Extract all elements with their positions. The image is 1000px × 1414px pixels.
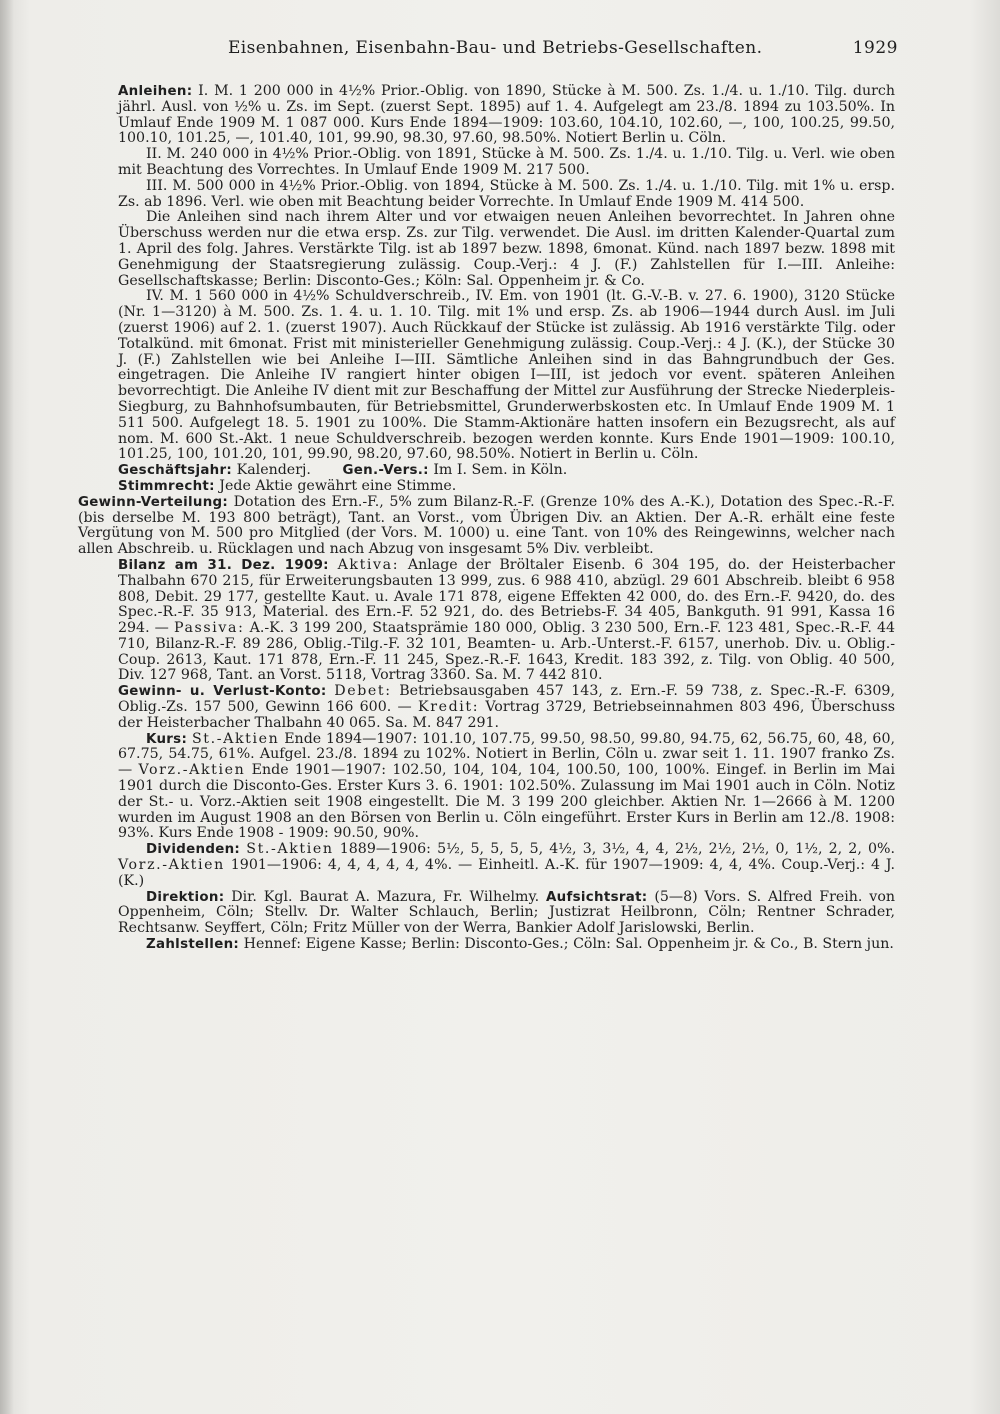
zahlstellen-label: Zahlstellen: [146, 937, 240, 953]
div-vorz-text: 1901—1906: 4, 4, 4, 4, 4, 4%. — Einheitl. A.-K. für 1907—1909: 4, 4, 4%. Coup.-Verj.: 4 J. (K.) [118, 857, 895, 889]
zahlstellen-paragraph [118, 937, 895, 953]
anleihe-iv-paragraph: IV. M. 1 560 000 in 4½% Schuldverschreib., IV. Em. von 1901 (lt. G.-V.-B. v. 27. 6. 1900), 3120 Stücke (Nr. 1—3120) à M. 500. Zs. 1. 4. u. 1. 10. Tilg. mit 1% und ersp. Zs. ab 1906—1944 durch Ausl. im Juli (zuerst 1906) auf 2. 1. (zuerst 1907). Auch Rückkauf der Stücke ist zulässig. Ab 1916 verstärkte Tilg. oder Totalkünd. mit 6monat. Frist mit ministerieller Genehmigung zulässig. Coup.-Verj.: 4 J. (K.), der Stücke 30 J. (F.) Zahlstellen wie bei Anleihe I—III. Sämtliche Anleihen sind in das Bahngrundbuch der Ges. eingetragen. Die Anleihe IV rangiert hinter obigen I—III, ist jedoch vor event. späteren Anleihen bevorrechtigt. Die Anleihe IV dient mit zur Beschaffung der Mittel zur Ausführung der Strecke Niederpleis-Siegburg, zu Bahnhofsumbauten, für Betriebsmittel, Grunderwerbskosten etc. In Umlauf Ende 1909 M. 1 511 500. Aufgelegt 18. 5. 1901 zu 100%. Die Stamm-Aktionäre hatten insofern ein Bezugsrecht, als auf nom. M. 600 St.-Akt. 1 neue Schuldverschreib. bezogen werden konnte. Kurs Ende 1901—1909: 100.10, 101.25, 100, 101.20, 101, 99.90, 98.20, 97.60, 98.50%. Notiert in Berlin u. Cöln. [118, 288, 895, 463]
page-number: 1929 [852, 38, 898, 58]
anleihen-paragraph [118, 84, 895, 147]
genvers-text: Im I. Sem. in Köln. [433, 462, 568, 479]
bilanz-passiva-word: Passiva: [173, 620, 245, 637]
kurs-paragraph [118, 732, 895, 843]
zahlstellen-text: Hennef: Eigene Kasse; Berlin: Disconto-Ges.; Cöln: Sal. Oppenheim jr. & Co., B. Stern jun. [243, 936, 894, 953]
kurs-st-word: St.-Aktien [191, 730, 280, 747]
genvers-label: Gen.-Vers.: [342, 463, 429, 479]
kurs-label: Kurs: [146, 731, 188, 747]
guv-debet-word: Debet: [334, 683, 392, 700]
div-vorz-word: Vorz.-Aktien [118, 857, 225, 874]
stimmrecht-label: Stimmrecht: [118, 478, 215, 494]
bilanz-passiva-text: A.-K. 3 199 200, Staatsprämie 180 000, Oblig. 3 230 500, Ern.-F. 123 481, Spec.-R.-F. 44 710, Bilanz-R.-F. 89 286, Oblig.-Tilg.-F. 32 101, Beamten- u. Arb.-Unterst.-F. 6157, unerhob. Div. u. Oblig.-Coup. 2613, Kaut. 171 878, Ern.-F. 11 245, Spez.-R.-F. 1643, Kredit. 183 392, z. Tilg. von Oblig. 40 500, Div. 127 968, Tant. an Vorst. 5118, Vortrag 3360. Sa. M. 7 442 810. [118, 620, 896, 684]
guv-label: Gewinn- u. Verlust-Konto: [118, 684, 327, 700]
dividenden-label: Dividenden: [146, 842, 241, 858]
kurs-st-text: Ende 1894—1907: 101.10, 107.75, 99.50, 98.50, 99.80, 94.75, 62, 56.75, 60, 48, 60, 67.75, 54.75, 61%. Aufgel. 23./8. 1894 zu 102%. Notiert in Berlin, Cöln u. zwar seit 1. 11. 1907 franko Zs. — [118, 730, 895, 779]
anleihe-ii-paragraph: II. M. 240 000 in 4½% Prior.-Oblig. von 1891, Stücke à M. 500. Zs. 1./4. u. 1./10. Tilg. u. Verl. wie oben mit Beachtung des Vorrechtes. In Umlauf Ende 1909 M. 217 500. [118, 146, 895, 178]
div-st-text: 1889—1906: 5½, 5, 5, 5, 5, 4½, 3, 3½, 4, 4, 2½, 2½, 2½, 0, 1½, 2, 2, 0%. [339, 841, 896, 858]
geschaeftsjahr-label: Geschäftsjahr: [118, 463, 233, 479]
bilanz-label: Bilanz am 31. Dez. 1909: [118, 557, 329, 573]
kurs-vorz-text: Ende 1901—1907: 102.50, 104, 104, 104, 100.50, 100, 100%. Eingef. in Berlin im Mai 1901 durch die Disconto-Ges. Erster Kurs 3. 6. 1901: 102.50%. Zulassung im Mai 1901 auch in Cöln. Notiz der St.- u. Vorz.-Aktien seit 1908 eingestellt. Die M. 3 199 200 gleichber. Aktien Nr. 1—2666 à M. 1200 wurden im August 1908 an den Börsen von Berlin u. Cöln eingeführt. Erster Kurs in Berlin am 12./8. 1908: 93%. Kurs Ende 1908 - 1909: 90.50, 90%. [118, 762, 896, 842]
page-body [78, 83, 896, 953]
guv-kredit-word: Kredit: [418, 699, 480, 716]
header-title: Eisenbahnen, Eisenbahn-Bau- und Betriebs-Gesellschaften. [228, 38, 763, 58]
div-st-word: St.-Aktien [246, 841, 334, 858]
aufsichtsrat-text: (5—8) Vors. S. Alfred Freih. von Oppenheim, Cöln; Stellv. Dr. Walter Schlauch, Berlin; Justizrat Heilbronn, Cöln; Rentner Schrader, Rechtsanw. Seyffert, Cöln; Fritz Müller von der Werra, Bankier Adolf Jarislowski, Berlin. [118, 888, 896, 937]
stimmrecht-line [118, 479, 895, 495]
bilanz-aktiva-word: Aktiva: [337, 556, 400, 573]
aufsichtsrat-label: Aufsichtsrat: [546, 889, 648, 905]
anleihen-rang-paragraph: Die Anleihen sind nach ihrem Alter und vor etwaigen neuen Anleihen bevorrechtet. In Jahren ohne Überschuss werden nur die etwa ersp. Zs. zur Tilg. verwendet. Die Ausl. im dritten Kalender-Quartal zum 1. April des folg. Jahres. Verstärkte Tilg. ist ab 1897 bezw. 1898, 6monat. Künd. nach 1897 bezw. 1898 mit Genehmigung der Staatsregierung zulässig. Coup.-Verj.: 4 J. (F.) Zahlstellen für I.—III. Anleihe: Gesellschaftskasse; Berlin: Disconto-Ges.; Köln: Sal. Oppenheim jr. & Co. [118, 209, 895, 289]
direktion-text: Dir. Kgl. Baurat A. Mazura, Fr. Wilhelmy. [231, 888, 540, 905]
guv-kredit-text: Vortrag 3729, Betriebseinnahmen 803 496, Überschuss der Heisterbacher Thalbahn 40 065. Sa. M. 847 291. [118, 699, 896, 731]
anleihen-text: I. M. 1 200 000 in 4½% Prior.-Oblig. von 1890, Stücke à M. 500. Zs. 1./4. u. 1./10. Tilg. durch jährl. Ausl. von ½% u. Zs. im Sept. (zuerst Sept. 1895) auf 1. 4. Aufgelegt am 23./8. 1894 zu 103.50%. In Umlauf Ende 1909 M. 1 087 000. Kurs Ende 1894—1909: 103.60, 104.10, 102.60, —, 100, 100.25, 99.50, 100.10, 101.25, —, 101.40, 101, 99.90, 98.30, 97.60, 98.50%. Notiert Berlin u. Cöln. [118, 83, 895, 147]
gewinn-verteilung-label: Gewinn-Verteilung: [78, 494, 229, 510]
direktion-label: Direktion: [146, 889, 225, 905]
running-header [118, 36, 898, 64]
geschaeftsjahr-text: Kalenderj. [236, 462, 311, 479]
kurs-vorz-word: Vorz.-Aktien [138, 762, 246, 779]
anleihen-label: Anleihen: [118, 84, 193, 99]
stimmrecht-text: Jede Aktie gewährt eine Stimme. [219, 477, 457, 494]
gewinn-verteilung-paragraph [78, 495, 895, 558]
guv-debet-text: Betriebsausgaben 457 143, z. Ern.-F. 59 738, z. Spec.-R.-F. 6309, Oblig.-Zs. 157 500, Gewinn 166 600. — [118, 683, 895, 716]
bilanz-paragraph [118, 558, 895, 684]
scan-edge-shadow [0, 0, 14, 1414]
bilanz-aktiva-text: Anlage der Bröltaler Eisenb. 6 304 195, do. der Heisterbacher Thalbahn 670 215, für Erweiterungsbauten 13 999, zus. 6 988 410, abzügl. 29 601 Abschreib. bleibt 6 958 808, Debit. 29 177, gestellte Kaut. u. Avale 171 878, eigene Effekten 42 000, do. des Ern.-F. 9420, do. des Spec.-R.-F. 35 913, Material. des Ern.-F. 52 921, do. des Betriebs-F. 34 405, Bankguth. 91 991, Kassa 16 294. — [118, 556, 895, 637]
geschaeftsjahr-line [118, 463, 895, 479]
dividenden-paragraph [118, 842, 895, 889]
anleihe-iii-paragraph: III. M. 500 000 in 4½% Prior.-Oblig. von 1894, Stücke à M. 500. Zs. 1./4. u. 1./10. Tilg. mit 1% u. ersp. Zs. ab 1896. Verl. wie oben mit Beachtung beider Vorrechte. In Umlauf Ende 1909 M. 414 500. [118, 177, 895, 210]
guv-paragraph [118, 684, 895, 731]
gewinn-verteilung-text: Dotation des Ern.-F., 5% zum Bilanz-R.-F. (Grenze 10% des A.-K.), Dotation des Spec.-R.-F. (bis derselbe M. 193 800 beträgt), Tant. an Vorst., vom Übrigen Div. an Aktien. Der A.-R. erhält eine feste Vergütung von M. 500 pro Mitglied (der Vors. M. 1000) u. eine Tant. von 10% des Reingewinns, welcher nach allen Abschreib. u. Rücklagen und nach Abzug von insgesamt 5% Div. verbleibt. [78, 493, 895, 558]
direktion-paragraph [118, 890, 895, 937]
